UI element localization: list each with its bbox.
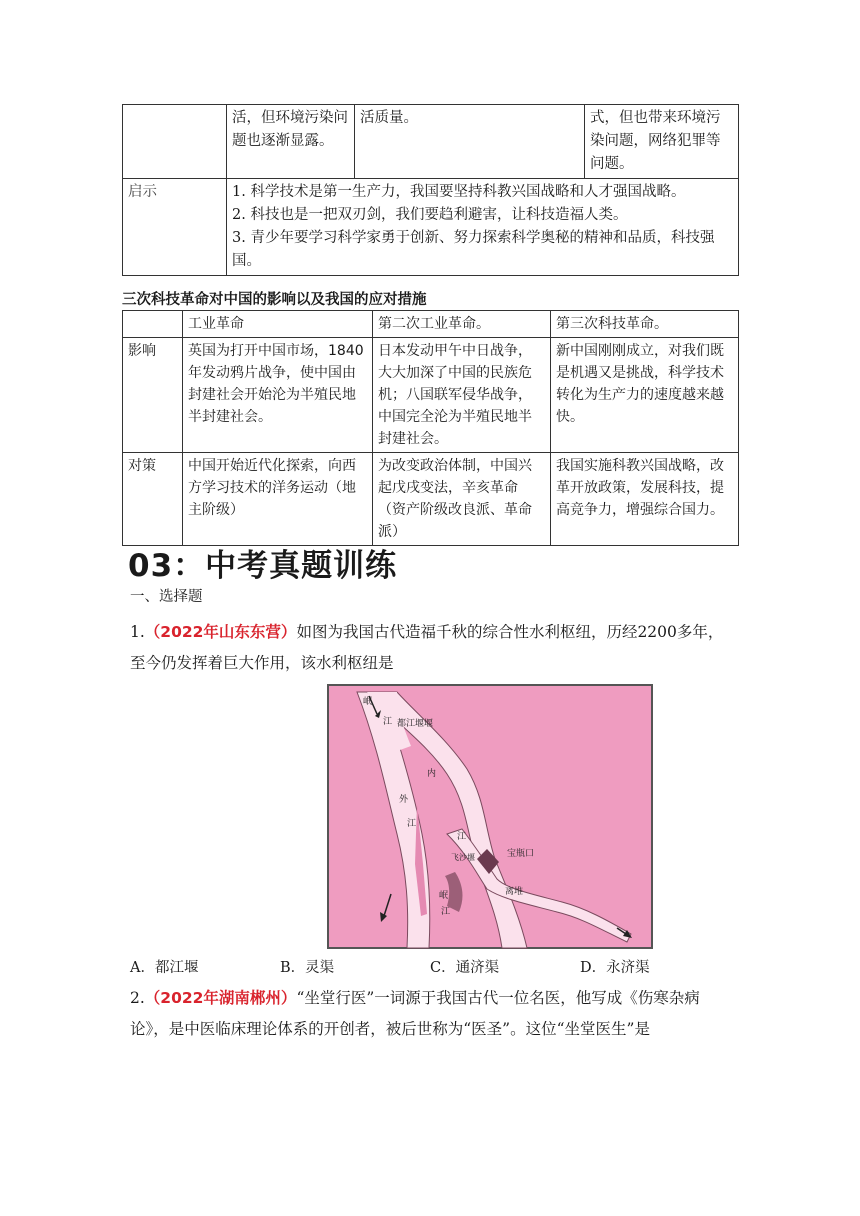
- option-c[interactable]: C．通济渠: [430, 960, 500, 976]
- question-text: “坐堂行医”一词源于我国古代一位名医，他写成《伤寒杂病论》，是中医临床理论体系的开创者，被后世称为“医圣”。这位“坐堂医生”是: [130, 989, 700, 1038]
- question-source: （2022年山东东营）: [144, 623, 297, 641]
- option-d[interactable]: D．永济渠: [580, 960, 650, 976]
- question-1: [130, 617, 738, 679]
- china-impact-table: [122, 310, 739, 546]
- map-label: 宝瓶口: [507, 849, 535, 859]
- list-item: 1. 科学技术是第一生产力，我国要坚持科教兴国战略和人才强国战略。: [232, 184, 686, 200]
- question-number: 2.: [130, 989, 145, 1007]
- table-cell: 活，但环境污染问题也逐渐显露。: [227, 105, 355, 179]
- option-b[interactable]: B．灵渠: [280, 960, 335, 976]
- table-header-row: [123, 311, 739, 338]
- question-2: [130, 983, 738, 1045]
- header-cell: 第二次工业革命。: [373, 311, 551, 338]
- row-label-qishi: 启示: [123, 179, 227, 276]
- table-cell: 日本发动甲午中日战争，大大加深了中国的民族危机；八国联军侵华战争，中国完全沦为半殖民地半封建社会。: [373, 338, 551, 453]
- map-label: 外: [399, 795, 409, 805]
- row-label-measures: 对策: [123, 453, 183, 546]
- row-label-impact: 影响: [123, 338, 183, 453]
- table-cell: 我国实施科教兴国战略，改革开放政策，发展科技，提高竞争力，增强综合国力。: [551, 453, 739, 546]
- table-cell: 式，但也带来环境污染问题，网络犯罪等问题。: [585, 105, 739, 179]
- header-cell: 第三次科技革命。: [551, 311, 739, 338]
- table-cell: 新中国刚刚成立，对我们既是机遇又是挑战，科学技术转化为生产力的速度越来越快。: [551, 338, 739, 453]
- dujiangyan-map: [327, 684, 653, 949]
- question-number: 1.: [130, 623, 145, 641]
- section-title: 03：中考真题训练: [128, 548, 398, 584]
- table-heading: 三次科技革命对中国的影响以及我国的应对措施: [122, 292, 427, 308]
- list-item: 3. 青少年要学习科学家勇于创新、努力探索科学奥秘的精神和品质，科技强国。: [232, 230, 715, 269]
- map-label: 岷: [439, 891, 449, 901]
- map-label: 江: [441, 907, 451, 917]
- option-a[interactable]: A．都江堰: [130, 960, 199, 976]
- map-label: 江: [407, 819, 417, 829]
- table-cell: 为改变政治体制，中国兴起戊戌变法，辛亥革命（资产阶级改良派、革命派）: [373, 453, 551, 546]
- map-label: 离堆: [505, 887, 524, 897]
- header-cell: [123, 311, 183, 338]
- enlightenment-cell: [227, 179, 739, 276]
- map-label: 岷: [363, 697, 373, 707]
- header-cell: 工业革命: [183, 311, 373, 338]
- table-row: [123, 105, 739, 179]
- table-cell: 中国开始近代化探索，向西方学习技术的洋务运动（地主阶级）: [183, 453, 373, 546]
- table-row: [123, 179, 739, 276]
- subsection-title: 一、选择题: [130, 589, 203, 605]
- revolution-table-continued: [122, 104, 739, 276]
- map-label: 飞沙堰: [451, 853, 475, 862]
- map-label: 内: [427, 769, 437, 779]
- map-label: 都江堰堰: [397, 719, 434, 729]
- table-row: [123, 338, 739, 453]
- table-row: [123, 453, 739, 546]
- question-text: 如图为我国古代造福千秋的综合性水利枢纽，历经2200多年，至今仍发挥着巨大作用，该水利枢纽是: [130, 623, 724, 672]
- question-source: （2022年湖南郴州）: [144, 989, 297, 1007]
- table-cell: 英国为打开中国市场，1840年发动鸦片战争，使中国由封建社会开始沦为半殖民地半封建社会。: [183, 338, 373, 453]
- map-label: 江: [457, 832, 467, 842]
- table-cell: 活质量。: [355, 105, 585, 179]
- table-cell: [123, 105, 227, 179]
- map-label: 江: [383, 717, 393, 727]
- list-item: 2. 科技也是一把双刃剑，我们要趋利避害，让科技造福人类。: [232, 207, 628, 223]
